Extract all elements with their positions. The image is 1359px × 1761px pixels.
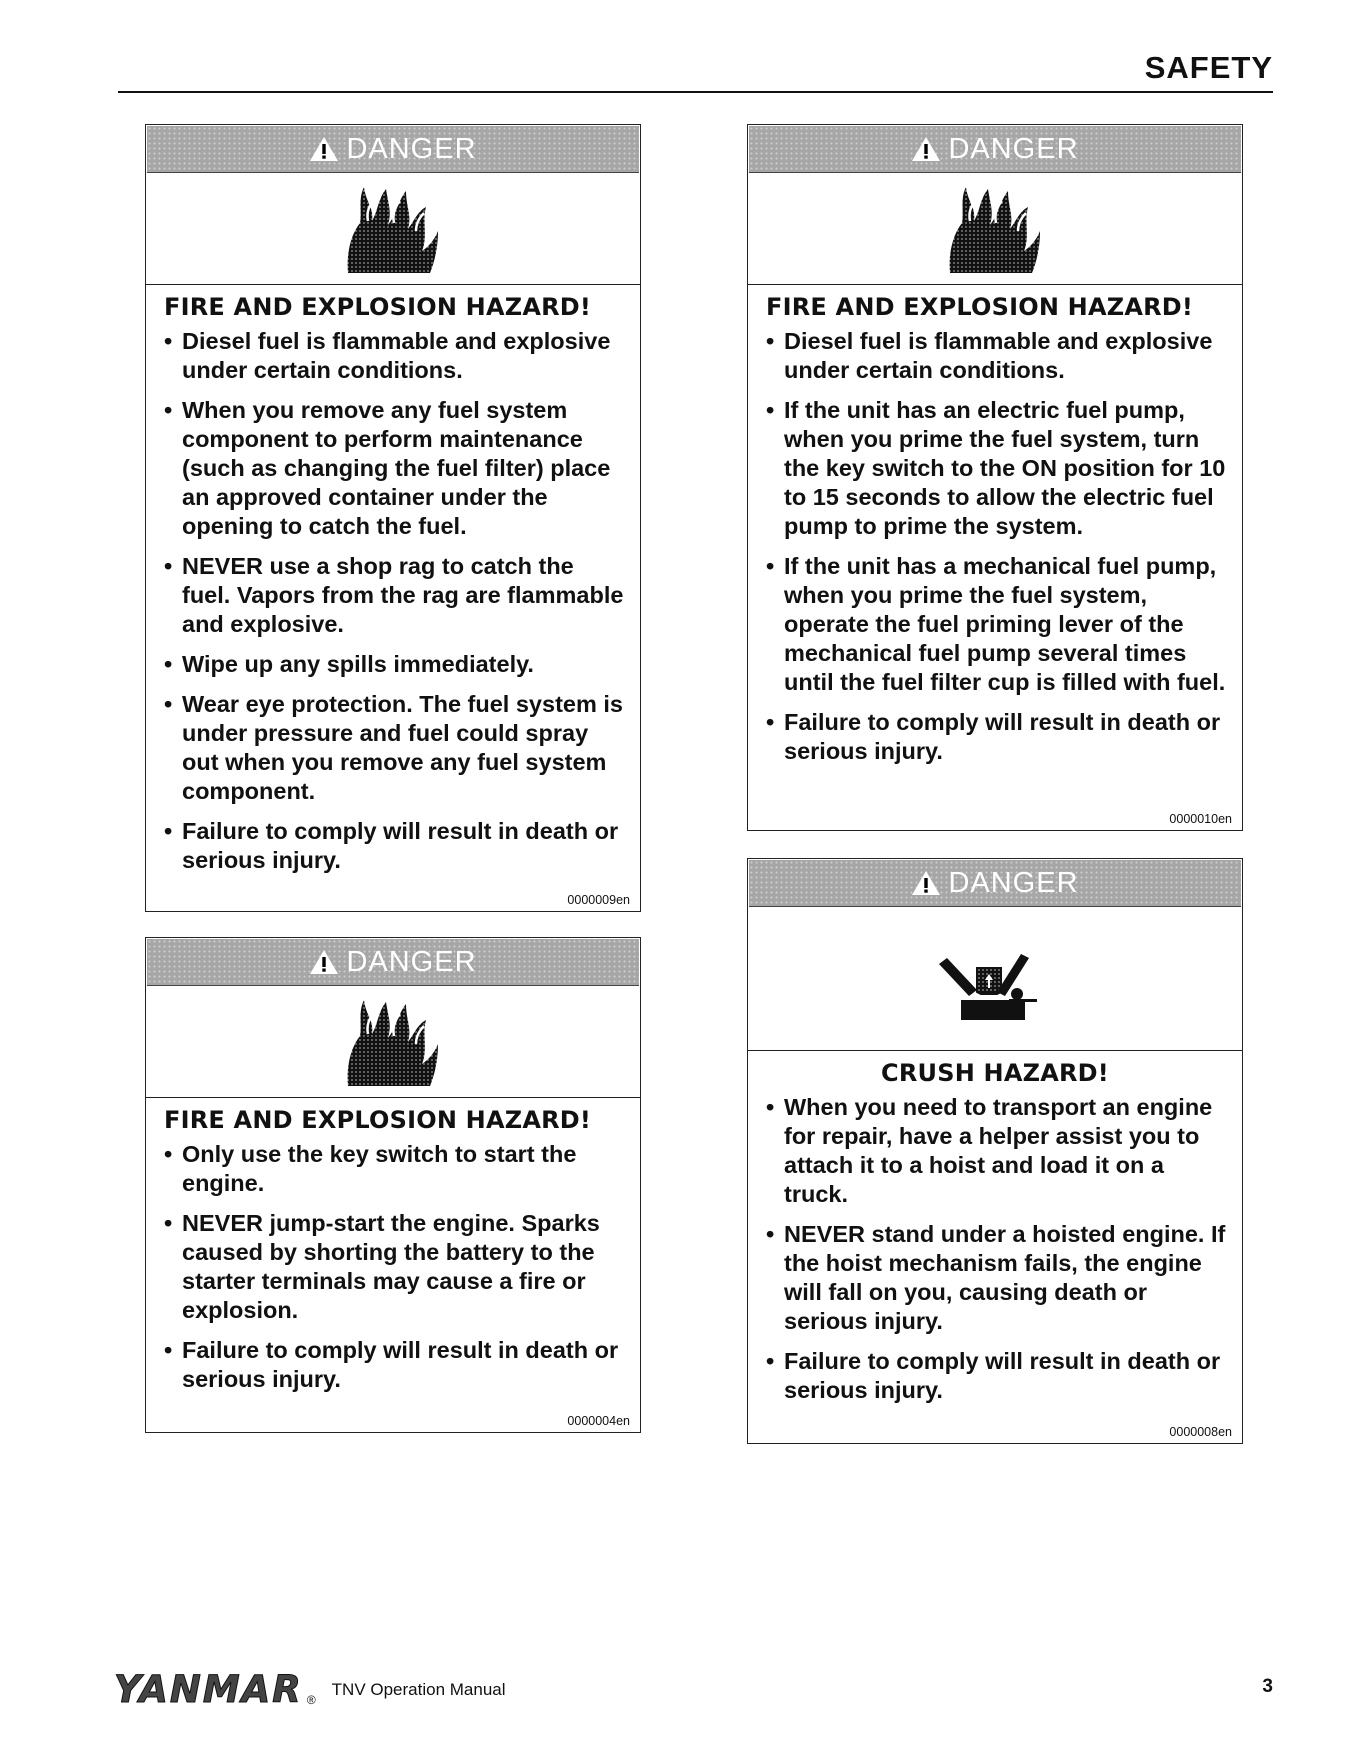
bullet-item: • NEVER use a shop rag to catch the fuel. Vapors from the rag are flammable and explosive. (164, 552, 626, 639)
signal-word: DANGER (948, 132, 1079, 165)
bullet-item: • NEVER stand under a hoisted engine. If the hoist mechanism fails, the engine will fall on you, causing death or serious injury. (766, 1220, 1228, 1336)
signal-word: DANGER (948, 866, 1079, 899)
bullet-item: • Diesel fuel is flammable and explosive under certain conditions. (766, 327, 1228, 385)
yanmar-logo: YANMAR (114, 1668, 303, 1711)
bullet-item: • NEVER jump-start the engine. Sparks caused by shorting the battery to the starter terminals may cause a fire or explosion. (164, 1209, 626, 1325)
hazard-bullet-list (146, 1140, 640, 1394)
bullet-item: • Failure to comply will result in death or serious injury. (164, 817, 626, 875)
pictogram-area (748, 908, 1242, 1051)
fire-hazard-icon (338, 181, 448, 277)
manual-title: TNV Operation Manual (331, 1679, 506, 1699)
crush-hazard-icon (925, 924, 1065, 1034)
bullet-item: • If the unit has an electric fuel pump, when you prime the fuel system, turn the key switch to the ON position for 10 to 15 seconds to allow the electric fuel pump to prime the system. (766, 396, 1228, 541)
label-code: 0000008en (1169, 1425, 1232, 1439)
danger-panel-fire-1 (145, 124, 641, 912)
registered-mark: ® (306, 1692, 316, 1707)
bullet-item: • If the unit has a mechanical fuel pump, when you prime the fuel system, operate the fuel priming lever of the mechanical fuel pump several times until the fuel filter cup is filled with fuel. (766, 552, 1228, 697)
bullet-item: • When you need to transport an engine for repair, have a helper assist you to attach it to a hoist and load it on a truck. (766, 1093, 1228, 1209)
danger-panel-fire-3 (747, 124, 1243, 831)
warning-triangle-icon (309, 136, 339, 162)
danger-banner (749, 860, 1241, 907)
bullet-item: • Wipe up any spills immediately. (164, 650, 626, 679)
hazard-title: FIRE AND EXPLOSION HAZARD! (164, 293, 592, 321)
hazard-bullet-list (748, 327, 1242, 766)
danger-banner (147, 126, 639, 173)
label-code: 0000010en (1169, 812, 1232, 826)
warning-triangle-icon (911, 136, 941, 162)
signal-word: DANGER (346, 132, 477, 165)
hazard-title: CRUSH HAZARD! (881, 1059, 1109, 1087)
fire-hazard-icon (338, 994, 448, 1090)
bullet-item: • Only use the key switch to start the engine. (164, 1140, 626, 1198)
signal-word: DANGER (346, 945, 477, 978)
warning-triangle-icon (911, 870, 941, 896)
section-title: SAFETY (1144, 50, 1273, 85)
label-code: 0000009en (567, 893, 630, 907)
danger-banner (749, 126, 1241, 173)
hazard-bullet-list (748, 1093, 1242, 1405)
bullet-item: • Failure to comply will result in death or serious injury. (766, 1347, 1228, 1405)
hazard-bullet-list (146, 327, 640, 875)
pictogram-area (146, 174, 640, 285)
footer (114, 1668, 506, 1711)
bullet-item: • Wear eye protection. The fuel system is under pressure and fuel could spray out when you remove any fuel system component. (164, 690, 626, 806)
pictogram-area (146, 987, 640, 1098)
danger-panel-crush (747, 858, 1243, 1444)
bullet-item: • Failure to comply will result in death or serious injury. (164, 1336, 626, 1394)
fire-hazard-icon (940, 181, 1050, 277)
page-number: 3 (1262, 1676, 1273, 1697)
danger-banner (147, 939, 639, 986)
warning-triangle-icon (309, 949, 339, 975)
pictogram-area (748, 174, 1242, 285)
label-code: 0000004en (567, 1414, 630, 1428)
hazard-title: FIRE AND EXPLOSION HAZARD! (164, 1106, 592, 1134)
danger-panel-fire-2 (145, 937, 641, 1433)
bullet-item: • Failure to comply will result in death or serious injury. (766, 708, 1228, 766)
bullet-item: • Diesel fuel is flammable and explosive under certain conditions. (164, 327, 626, 385)
header-rule (118, 91, 1273, 93)
bullet-item: • When you remove any fuel system component to perform maintenance (such as changing the fuel filter) place an approved container under the opening to catch the fuel. (164, 396, 626, 541)
hazard-title: FIRE AND EXPLOSION HAZARD! (766, 293, 1194, 321)
